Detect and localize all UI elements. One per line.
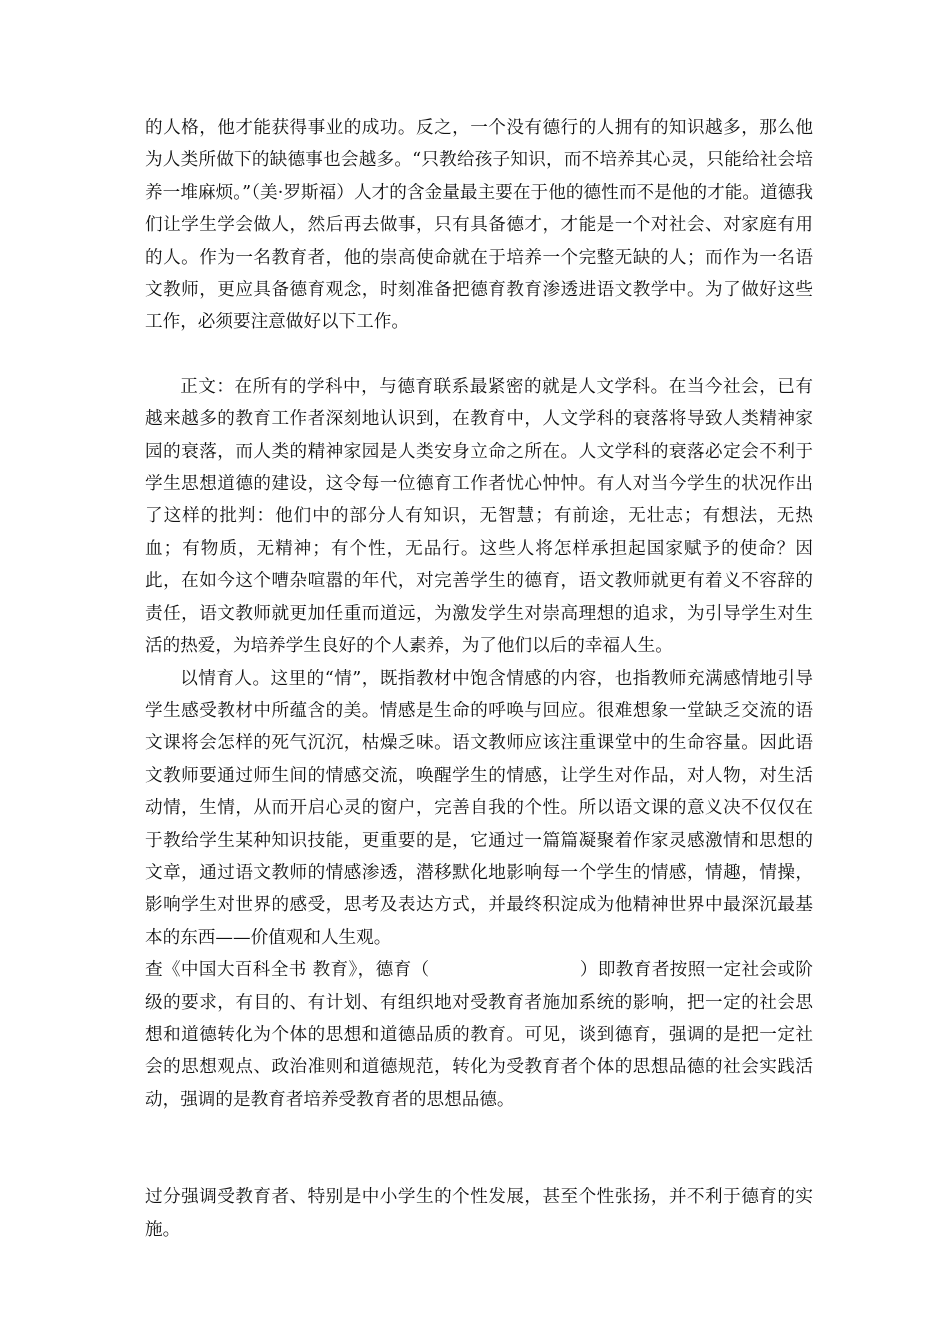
- paragraph-4-text-after: ）即教育者按照一定社会或阶级的要求，有目的、有计划、有组织地对受教育者施加系统的影响，把一定的社会思想和道德转化为个体的思想和道德品质的教育。可见，谈到德育，强调的是把一定社会的思想观点、政治准则和道德规范，转化为受教育者个体的思想品德的社会实践活动，强调的是教育者培养受教育者的思想品德。: [145, 960, 813, 1110]
- paragraph-1: 的人格，他才能获得事业的成功。反之，一个没有德行的人拥有的知识越多，那么他为人类所做下的缺德事也会越多。“只教给孩子知识，而不培养其心灵，只能给社会培养一堆麻烦。”（美·罗斯福）人才的含金量最主要在于他的德性而不是他的才能。道德我们让学生学会做人，然后再去做事，只有具备德才，才能是一个对社会、对家庭有用的人。作为一名教育者，他的崇高使命就在于培养一个完整无缺的人；而作为一名语文教师，更应具备德育观念，时刻准备把德育教育渗透进语文教学中。为了做好这些工作，必须要注意做好以下工作。: [145, 118, 813, 333]
- paragraph-3-emotion-education: 以情育人。这里的“情”，既指教材中饱含情感的内容，也指教师充满感情地引导学生感受教材中所蕴含的美。情感是生命的呼唤与回应。很难想象一堂缺乏交流的语文课将会怎样的死气沉沉，枯燥乏味。语文教师应该注重课堂中的生命容量。因此语文教师要通过师生间的情感交流，唤醒学生的情感，让学生对作品，对人物，对生活动情，生情，从而开启心灵的窗户，完善自我的个性。所以语文课的意义决不仅仅在于教给学生某种知识技能，更重要的是，它通过一篇篇凝聚着作家灵感激情和思想的文章，通过语文教师的情感渗透，潜移默化地影响每一个学生的情感，情趣，情操，影响学生对世界的感受，思考及表达方式，并最终积淀成为他精神世界中最深沉最基本的东西——价值观和人生观。: [145, 668, 813, 948]
- paragraph-5-individuality: 过分强调受教育者、特别是中小学生的个性发展，甚至个性张扬，并不利于德育的实施。: [145, 1187, 813, 1240]
- document-page: [145, 112, 813, 1246]
- paragraph-2-main-text: 正文：在所有的学科中，与德育联系最紧密的就是人文学科。在当今社会，已有越来越多的教育工作者深刻地认识到，在教育中，人文学科的衰落将导致人类精神家园的衰落，而人类的精神家园是人类安身立命之所在。人文学科的衰落必定会不利于学生思想道德的建设，这令每一位德育工作者忧心忡忡。有人对当今学生的状况作出了这样的批判：他们中的部分人有知识，无智慧；有前途，无壮志；有想法，无热血；有物质，无精神；有个性，无品行。这些人将怎样承担起国家赋予的使命？因此，在如今这个嘈杂喧嚣的年代，对完善学生的德育，语文教师就更有着义不容辞的责任，语文教师就更加任重而道远，为激发学生对崇高理想的追求，为引导学生对生活的热爱，为培养学生良好的个人素养，为了他们以后的幸福人生。: [145, 376, 813, 657]
- paragraph-4-encyclopedia-definition: [145, 954, 813, 1116]
- paragraph-4-text-before: 查《中国大百科全书 教育》，德育（: [145, 960, 430, 981]
